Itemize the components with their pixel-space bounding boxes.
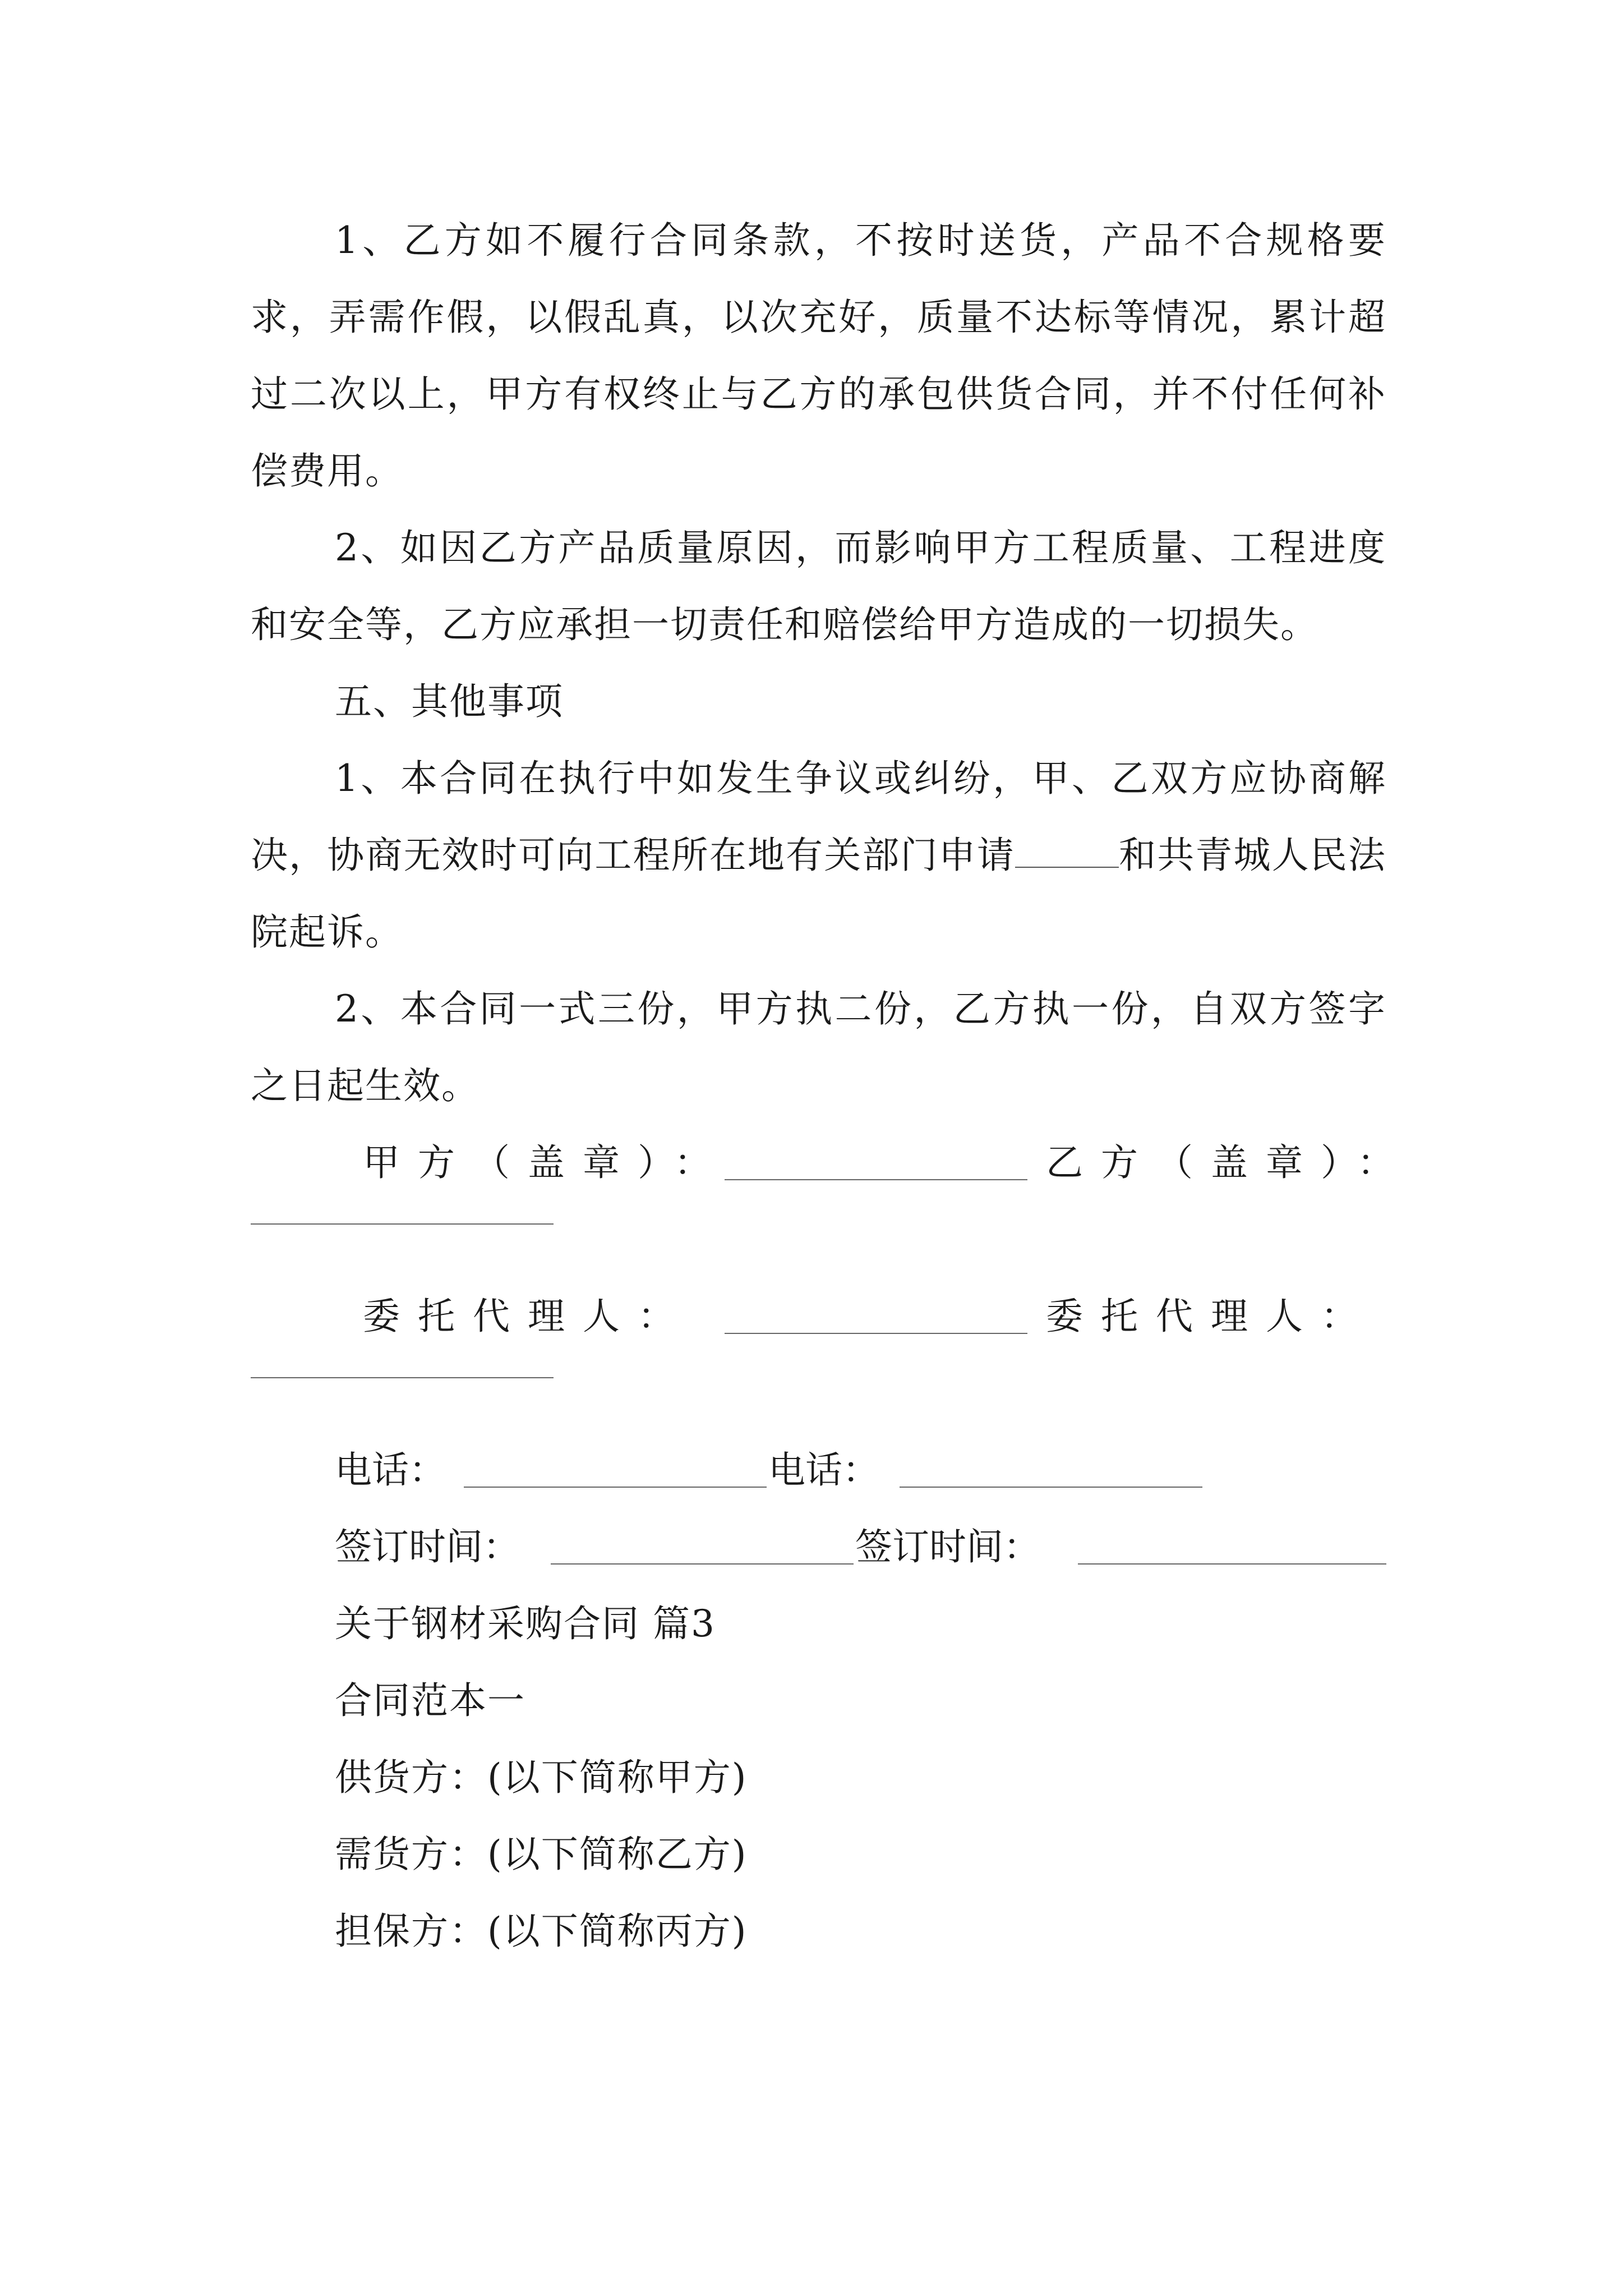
party-b-seal-blank — [251, 1223, 554, 1225]
sign-time-b-label: 签订时间： — [855, 1525, 1040, 1568]
arbitration-blank — [1015, 832, 1119, 868]
section-heading-other-matters: 五、其他事项 — [335, 680, 564, 723]
agent-b-label: 委托代理人： — [1046, 1295, 1376, 1338]
document-body — [251, 202, 1412, 1970]
agent-row — [251, 1278, 1386, 1355]
supplier-line: 供货方：(以下简称甲方) — [335, 1756, 748, 1799]
phone-a-label: 电话： — [335, 1448, 446, 1492]
sign-time-row — [251, 1508, 1386, 1585]
guarantor-line: 担保方：(以下简称丙方) — [335, 1910, 748, 1953]
party-a-seal-blank — [725, 1179, 1027, 1180]
article-heading: 关于钢材采购合同 篇3 — [335, 1602, 716, 1645]
seal-row — [251, 1124, 1412, 1201]
phone-b-blank — [900, 1487, 1202, 1488]
party-a-seal-label: 甲方（盖章）： — [363, 1141, 729, 1184]
party-b-seal-blank-row — [251, 1201, 1386, 1278]
sign-time-a-label: 签订时间： — [335, 1525, 520, 1568]
template-title: 合同范本一 — [335, 1679, 525, 1722]
phone-a-blank — [464, 1487, 767, 1488]
clause-4-1: 1、乙方如不履行合同条款，不按时送货，产品不合规格要求，弄需作假，以假乱真，以次充好，质量不达标等情况，累计超过二次以上，甲方有权终止与乙方的承包供货合同，并不付任何补偿费用。 — [251, 219, 1386, 493]
phone-row — [251, 1432, 1386, 1508]
clause-5-1-text-end: 和共青城人民法院起诉。 — [251, 834, 1387, 954]
party-b-seal-label: 乙方（盖章）： — [1046, 1141, 1412, 1184]
agent-a-label: 委托代理人： — [363, 1295, 693, 1338]
clause-4-2: 2、如因乙方产品质量原因，而影响甲方工程质量、工程进度和安全等，乙方应承担一切责任和赔偿给甲方造成的一切损失。 — [251, 526, 1386, 646]
agent-b-blank-row — [251, 1355, 1386, 1432]
sign-time-b-blank — [1078, 1563, 1386, 1565]
buyer-line: 需货方：(以下简称乙方) — [335, 1833, 748, 1876]
clause-5-1-text: 1、本合同在执行中如发生争议或纠纷，甲、乙双方应协商解决，协商无效时可向工程所在地有关部门申请 — [251, 757, 1386, 877]
sign-time-a-blank — [551, 1563, 854, 1565]
clause-5-1 — [251, 740, 1386, 970]
agent-b-blank — [251, 1377, 554, 1378]
agent-a-blank — [725, 1333, 1027, 1334]
clause-5-2: 2、本合同一式三份，甲方执二份，乙方执一份，自双方签字之日起生效。 — [251, 987, 1386, 1107]
phone-b-label: 电话： — [768, 1448, 879, 1492]
